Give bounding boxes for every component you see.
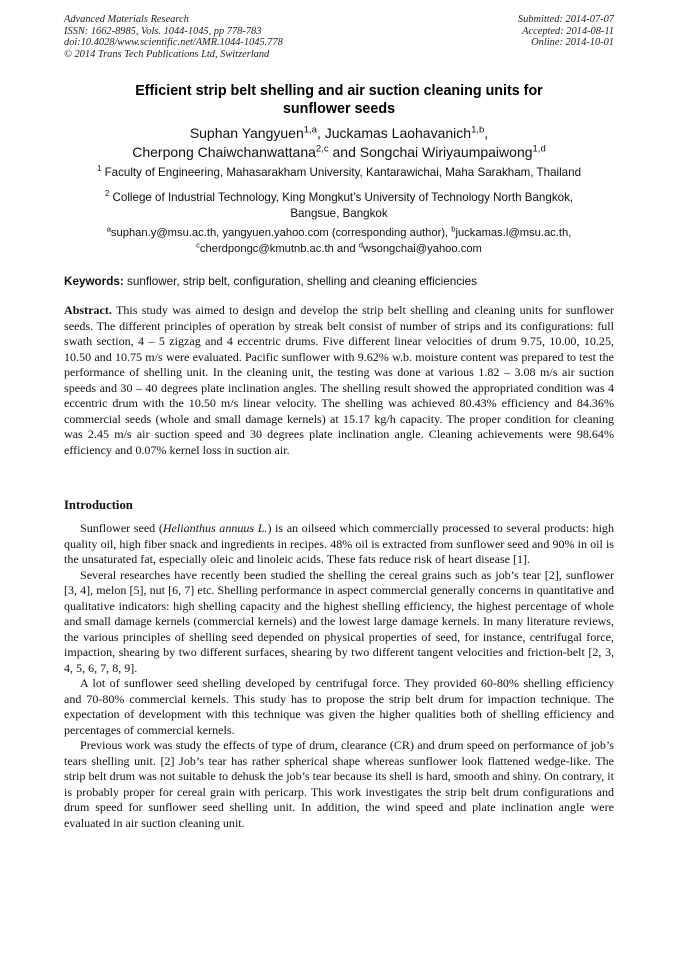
author-separator: , [484, 125, 489, 141]
intro-text: ) is an oilseed which commercially processed to several products: high quality oil, high fiber snack and ingredients in recipes. 48% oil is extracted from sunflower seed and 90% in oil is the unsaturated fat, especially oleic and linoleic acids. These fats reduce risk of heart disease [1]. [64, 521, 614, 566]
intro-paragraph-2: Several researches have recently been studied the shelling the cereal grains such as job’s tear [2], sunflower [3, 4], melon [5], nut [6, 7] etc. Shelling performance in aspect commercial generally concerns in quantitative and qualitative indicators: high shelling capacity and the highest shelling efficiency, the highest percentage of whole and small damage kernels (commercial kernels) and the lowest large damage kernels. In many literature reviews, the various principles of shelling seed depended on physical properties of seed, for instance, centrifugal force, impaction, shearing by two different surfaces, shearing by two different tangent velocities and friction-belt [2, 3, 4, 5, 6, 7, 8, 9]. [64, 567, 614, 675]
doi-line: doi:10.4028/www.scientific.net/AMR.1044-1045.778 [64, 37, 283, 49]
email-superscript: d [358, 239, 363, 249]
author-list [40, 124, 638, 162]
title-line-2: sunflower seeds [282, 101, 396, 117]
email-text: juckamas.l@msu.ac.th, [455, 227, 572, 239]
affiliation-2-line-1 [40, 190, 638, 206]
abstract-text: This study was aimed to design and develop the strip belt shelling and cleaning units for sunflower seeds. The different principles of operation by streak belt consist of number of strips and its configurations: full swath section, 4 – 5 zigzag and 4 eccentric drums. Five different linear velocities of drum 9.75, 10.00, 10.25, 10.50 and 10.75 m/s were evaluated. Pacific sunflower with 9.62% w.b. moisture content was prepared to test the performance of shelling unit. In the cleaning unit, the testing was done at various 1.82 – 3.08 m/s air suction speeds and 30 – 40 degrees plate inclination angles. The shelling result showed the appropriated condition was 4 eccentric drum with the 10.50 m/s linear velocity. The shelling was achieved 80.43% efficiency and 84.36% commercial seeds (whole and small damage kernels) at 15.17 kg/h capacity. The proper condition for cleaning was 2.45 m/s air suction speed and 30 degrees plate inclination angle. Cleaning achievements were 98.64% efficiency and 0.07% kernel loss in suction air. [64, 303, 614, 457]
author-name: and Songchai Wiriyaumpaiwong [328, 144, 533, 160]
author-name: Suphan Yangyuen [189, 125, 304, 141]
email-superscript: c [196, 239, 200, 249]
email-superscript: a [106, 224, 111, 234]
author-name: Cherpong Chaiwchanwattana [132, 144, 316, 160]
author-line-1 [40, 124, 638, 143]
author-superscript: 1,a [303, 124, 317, 136]
keywords-text: sunflower, strip belt, configuration, shelling and cleaning efficiencies [123, 275, 477, 288]
abstract-paragraph [64, 303, 614, 458]
journal-name: Advanced Materials Research [64, 14, 189, 25]
intro-paragraph-4: Previous work was study the effects of type of drum, clearance (CR) and drum speed on performance of job’s tears shelling unit. [2] Job’s tear has rather spherical shape whereas sunflower look flattened wedge-like. The strip belt drum was not suitable to dehusk the job’s tear because its shell is hard, smooth and shiny. On contrary, it is probably proper for cereal grain with pericarp. This work investigates the strip belt drum configurations and drum speed for sunflower seed shelling unit. In addition, the wind speed and plate inclination angle were evaluated in air suction cleaning unit. [64, 738, 614, 830]
introduction-body [64, 521, 614, 831]
online-date: Online: 2014-10-01 [531, 37, 614, 49]
author-line-2 [40, 143, 638, 162]
intro-paragraph-3: A lot of sunflower seed shelling developed by centrifugal force. They provided 60-80% shelling efficiency and 70-80% commercial kernels. This study has to propose the strip belt drum for impaction technique. The expectation of development with this technique was given the higher qualities both of shelling efficiency and percentages of commercial kernels. [64, 676, 614, 737]
affiliation-text: Faculty of Engineering, Mahasarakham University, Kantarawichai, Maha Sarakham, Thailand [101, 166, 582, 179]
paper-title [40, 82, 638, 118]
species-name: Helianthus annuus L. [162, 521, 268, 535]
email-line-2 [40, 239, 638, 258]
email-block [40, 226, 638, 257]
author-name: , Juckamas Laohavanich [316, 125, 472, 141]
affiliation-1 [40, 165, 638, 180]
author-superscript: 1,d [532, 143, 546, 155]
author-superscript: 1,b [471, 124, 485, 136]
title-line-1: Efficient strip belt shelling and air suction cleaning units for [135, 83, 543, 99]
email-text: cherdpongc@kmutnb.ac.th and [199, 242, 359, 255]
issn-line: ISSN: 1662-8985, Vols. 1044-1045, pp 778-783 [64, 25, 262, 37]
affiliation-number: 2 [104, 189, 110, 199]
keywords-label: Keywords: [64, 275, 124, 288]
email-line-1 [40, 226, 638, 242]
affiliation-number: 1 [96, 164, 102, 174]
intro-paragraph-1 [64, 521, 614, 568]
accepted-date: Accepted: 2014-08-11 [522, 25, 614, 37]
keywords-line [64, 274, 614, 289]
email-superscript: b [451, 224, 456, 234]
affiliation-2 [40, 190, 638, 222]
email-text: suphan.y@msu.ac.th, yangyuen.yahoo.com (corresponding author), [110, 227, 452, 239]
dates-header [518, 14, 614, 49]
copyright-line: © 2014 Trans Tech Publications Ltd, Switzerland [64, 48, 270, 60]
submitted-date: Submitted: 2014-07-07 [517, 14, 614, 25]
email-text: wsongchai@yahoo.com [362, 242, 482, 255]
journal-header [64, 14, 283, 60]
affiliation-text: College of Industrial Technology, King Mongkut’s University of Technology North Bangkok, [109, 191, 574, 204]
affiliation-2-line-2: Bangsue, Bangkok [290, 207, 388, 220]
author-superscript: 2,c [315, 143, 329, 155]
intro-text: Sunflower seed ( [80, 521, 163, 535]
abstract-label: Abstract. [64, 303, 112, 317]
introduction-heading: Introduction [64, 498, 133, 512]
